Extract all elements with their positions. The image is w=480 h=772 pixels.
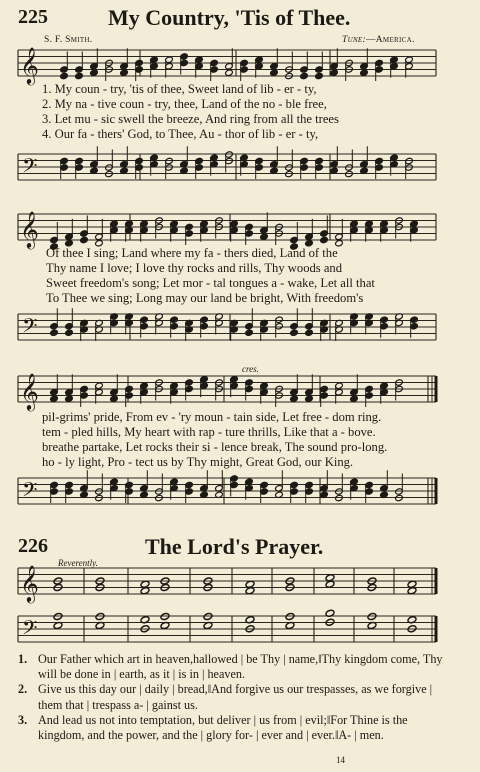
verse-number: 3. <box>18 712 28 727</box>
bass-note-alto <box>285 170 294 177</box>
bass-note-alto <box>345 170 354 177</box>
prayer-verse <box>18 713 450 743</box>
treble-note-alto <box>110 395 119 402</box>
bass-note-alto <box>395 494 404 501</box>
system1-lyrics <box>42 82 339 142</box>
system3-lyrics <box>42 410 387 470</box>
chant-note-bass <box>285 612 295 620</box>
verse-line: 1. My coun - try, 'tis of thee, Sweet land of lib - er - ty, <box>42 82 317 96</box>
bass-clef: 𝄢 <box>22 154 38 182</box>
treble-note-alto <box>300 72 309 79</box>
treble-note-alto <box>120 69 129 76</box>
treble-note-alto <box>305 395 314 402</box>
treble-note-alto <box>50 395 59 402</box>
bass-note-alto <box>245 329 254 336</box>
bass-note-alto <box>335 494 344 501</box>
bass-note-alto <box>305 329 314 336</box>
bass-note-alto <box>290 329 299 336</box>
treble-note-alto <box>290 395 299 402</box>
verse-text: Give us this day our | daily | bread,‖And forgive us our trespasses, as we forgive | them that | trespass a- | gainst us. <box>38 682 433 712</box>
verse-line: ho - ly light, Pro - tect us by Thy might, Great God, our King. <box>42 455 354 469</box>
treble-clef: 𝄞 <box>20 46 39 84</box>
treble-clef: 𝄞 <box>20 372 39 410</box>
bass-clef: 𝄢 <box>22 616 38 644</box>
prayer-verse <box>18 682 450 712</box>
bass-clef: 𝄢 <box>22 478 38 506</box>
hymn-title: The Lord's Prayer. <box>145 534 324 559</box>
verse-line: Thy name I love; I love thy rocks and rills, Thy woods and <box>46 261 343 275</box>
verse-line: breathe partake, Let rocks their si - lence break, The sound pro-long. <box>42 440 388 454</box>
verse-line: To Thee we sing; Long may our land be bright, With freedom's <box>46 291 364 305</box>
system2-lyrics <box>46 246 375 306</box>
hymn-title: My Country, 'Tis of Thee. <box>108 5 351 30</box>
bass-note-alto <box>95 494 104 501</box>
treble-note-alto <box>330 69 339 76</box>
hymn-number: 225 <box>18 6 48 28</box>
chant-note-bass <box>160 612 170 620</box>
bass-note-alto <box>105 170 114 177</box>
treble-note-alto <box>270 69 279 76</box>
verse-line: tem - pled hills, My heart with rap - ture thrills, Like that a - bove. <box>42 425 376 439</box>
treble-note-alto <box>320 236 329 243</box>
verse-line: 3. Let mu - sic swell the breeze, And ring from all the trees <box>42 112 339 126</box>
final-barline-thick <box>435 478 438 504</box>
verse-number: 1. <box>18 652 28 666</box>
treble-note-alto <box>315 72 324 79</box>
treble-clef: 𝄞 <box>20 210 39 248</box>
chant-note-bass <box>53 612 63 620</box>
chant-note-bass <box>367 612 377 620</box>
final-barline-thick <box>435 616 438 642</box>
treble-note-alto <box>350 395 359 402</box>
page-number: 14 <box>336 755 345 765</box>
treble-note-alto <box>225 69 234 76</box>
hymn-tune <box>342 35 415 45</box>
treble-note-alto <box>65 395 74 402</box>
tempo-marking: Reverently. <box>58 558 98 568</box>
verse-line: Sweet freedom's song; Let mor - tal tongues a - wake, Let all that <box>46 276 375 290</box>
treble-note-alto <box>360 69 369 76</box>
verse-line: pil-grims' pride, From ev - 'ry moun - tain side, Let free - dom ring. <box>42 410 382 424</box>
treble-note-alto <box>80 236 89 243</box>
final-barline-thick <box>435 376 438 402</box>
final-barline-thick <box>435 568 438 594</box>
verse-text: And lead us not into temptation, but deliver | us from | evil;‖For Thine is the kingdom, and the power, and the | glory for- | ever and | ever.‖A- | men. <box>38 712 408 743</box>
bass-clef: 𝄢 <box>22 314 38 342</box>
treble-clef: 𝄞 <box>20 564 39 602</box>
bass-note-alto <box>50 329 59 336</box>
bass-note-alto <box>65 329 74 336</box>
tune-name: —America. <box>365 35 415 45</box>
prayer-text <box>18 652 450 743</box>
verse-line: 4. Our fa - thers' God, to Thee, Au - thor of lib - er - ty, <box>42 127 319 141</box>
verse-text: Our Father which art in heaven,hallowed | be Thy | name,‖Thy kingdom come, Thy will be done in | earth, as it | is in | heaven. <box>38 652 443 682</box>
hymn-number: 226 <box>18 535 48 557</box>
prayer-verse <box>18 652 450 682</box>
chant-note-bass <box>95 612 105 620</box>
treble-note-alto <box>75 72 84 79</box>
bass-note-alto <box>155 494 164 501</box>
dynamic-marking: cres. <box>242 364 259 374</box>
hymn-author: S. F. Smith. <box>44 35 93 45</box>
treble-note-alto <box>60 72 69 79</box>
treble-note-alto <box>260 233 269 240</box>
verse-number: 2. <box>18 682 28 697</box>
verse-line: Of thee I sing; Land where my fa - thers died, Land of the <box>46 246 338 260</box>
treble-note-alto <box>90 69 99 76</box>
tune-label: Tune: <box>342 35 366 45</box>
chant-note-bass <box>203 612 213 620</box>
verse-line: 2. My na - tive coun - try, thee, Land of the no - ble free, <box>42 97 327 111</box>
